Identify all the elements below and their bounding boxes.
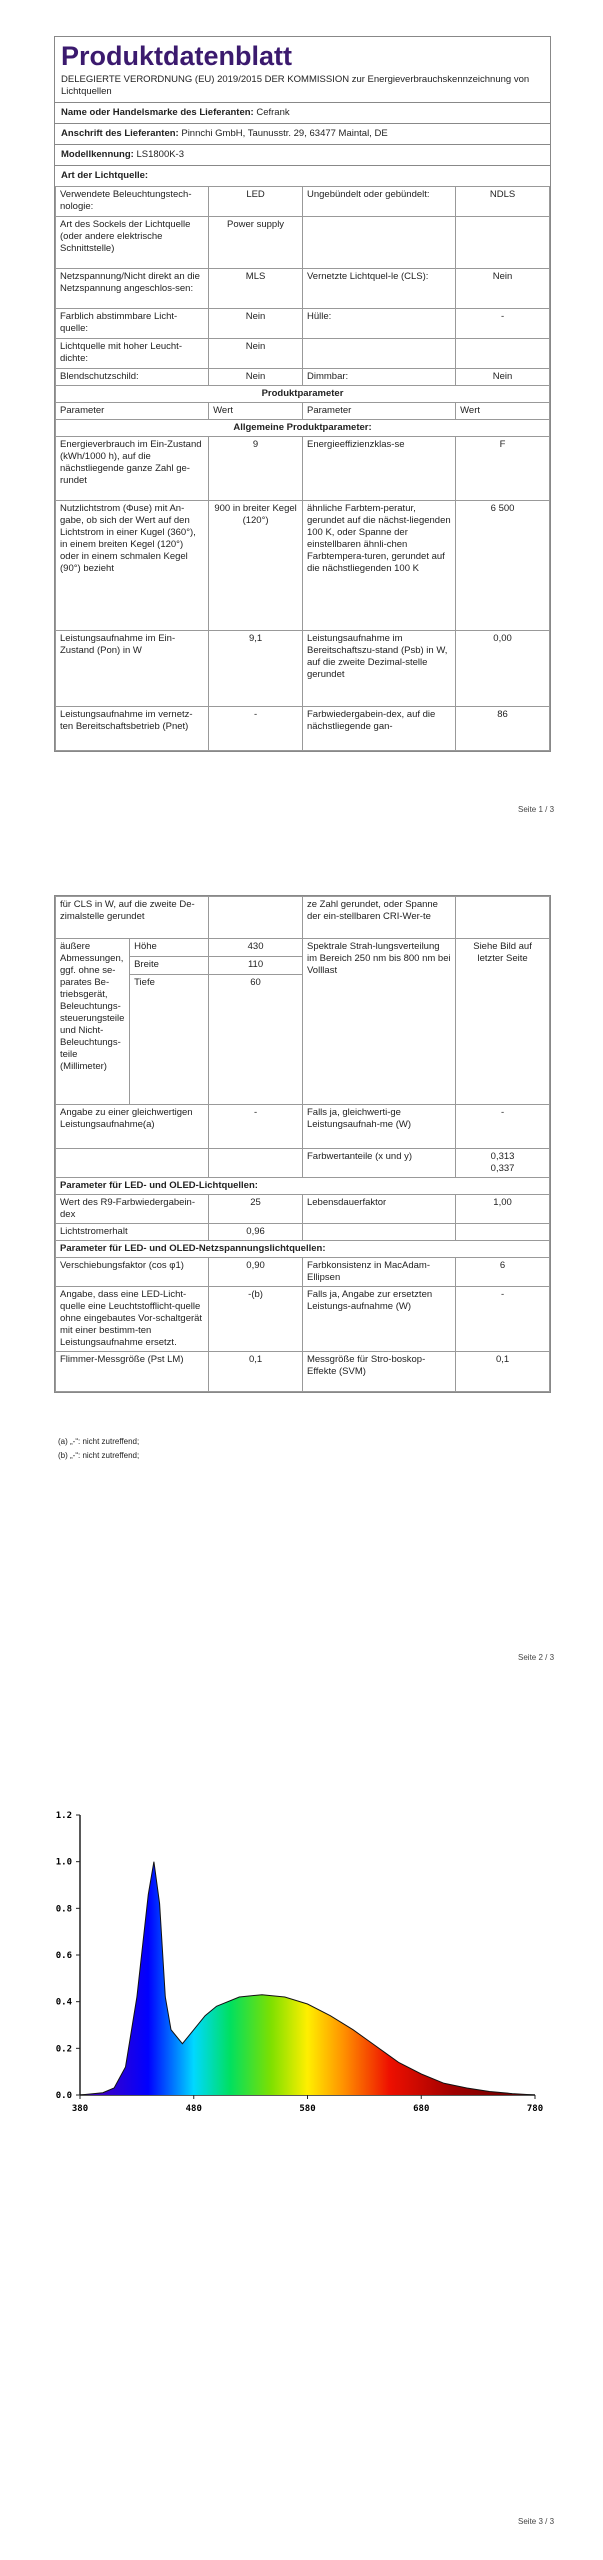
table-row	[56, 309, 550, 339]
cell: Nein	[209, 369, 303, 386]
cell	[456, 217, 550, 269]
table-row	[56, 217, 550, 269]
lighttype-row	[55, 165, 550, 186]
cell: 60	[209, 975, 303, 1105]
cell: Messgröße für Stro-boskop-Effekte (SVM)	[302, 1352, 455, 1392]
cell: Nein	[456, 369, 550, 386]
address-row	[55, 123, 550, 144]
model-label: Modellkennung:	[61, 149, 134, 160]
table-row	[56, 339, 550, 369]
cell: 0,313 0,337	[456, 1149, 550, 1178]
spectrum-svg	[0, 1795, 603, 2155]
cell: Angabe zu einer gleichwertigen Leistungsaufnahme(a)	[56, 1105, 209, 1149]
cell: Art des Sockels der Lichtquelle (oder andere elektrische Schnittstelle)	[56, 217, 209, 269]
table-row	[56, 1352, 550, 1392]
cell: 9	[209, 437, 303, 501]
cell: Nein	[209, 339, 303, 369]
cell: 1,00	[456, 1195, 550, 1224]
cell: 6	[456, 1258, 550, 1287]
table-row	[56, 1258, 550, 1287]
x-tick-label: 380	[71, 2104, 89, 2114]
cell: Vernetzte Lichtquel-le (CLS):	[302, 269, 455, 309]
cell: 9,1	[209, 631, 303, 707]
dimensions-label: äußere Abmessungen, ggf. ohne se-parates Be-triebsgerät, Beleuchtungs-steuerungsteile und Nicht-Beleuchtungs-teile (Millimeter)	[56, 939, 130, 1105]
x-tick-label: 780	[526, 2104, 544, 2114]
cell: 6 500	[456, 501, 550, 631]
cell: -	[456, 1287, 550, 1352]
cell: Falls ja, gleichwerti-ge Leistungsaufnah-me (W)	[302, 1105, 455, 1149]
cell	[56, 1149, 209, 1178]
column-header: Parameter	[302, 403, 455, 420]
supplier-label: Name oder Handelsmarke des Lieferanten:	[61, 107, 254, 118]
page-number: Seite 2 / 3	[518, 1653, 555, 1662]
cell: 0,1	[209, 1352, 303, 1392]
cell: Lichtstromerhalt	[56, 1224, 209, 1241]
cell: 0,96	[209, 1224, 303, 1241]
spectrum-value: Siehe Bild auf letzter Seite	[456, 939, 550, 1105]
table-row	[56, 1105, 550, 1149]
cell: Leistungsaufnahme im vernetz-ten Bereitschaftsbetrieb (Pnet)	[56, 707, 209, 751]
cell: Verschiebungsfaktor (cos φ1)	[56, 1258, 209, 1287]
params-table-continued	[55, 896, 550, 1392]
cell: NDLS	[456, 187, 550, 217]
cell	[302, 339, 455, 369]
table-row	[56, 1195, 550, 1224]
table-header-row	[56, 403, 550, 420]
address-value: Pinnchi GmbH, Taunusstr. 29, 63477 Maintal, DE	[181, 128, 388, 139]
x-tick-label: 480	[185, 2104, 202, 2114]
cell: Tiefe	[130, 975, 209, 1105]
cell: Ungebündelt oder gebündelt:	[302, 187, 455, 217]
table-row	[56, 1224, 550, 1241]
cell: Angabe, dass eine LED-Licht-quelle eine Leuchtstofflicht-quelle ohne eingebautes Vor-schaltgerät mit einer bestimm-ten Leistungsaufnahme ersetzt.	[56, 1287, 209, 1352]
spectrum-label: Spektrale Strah-lungsverteilung im Bereich 250 nm bis 800 nm bei Volllast	[302, 939, 455, 1105]
cell	[302, 217, 455, 269]
cell: Nein	[456, 269, 550, 309]
cell: 0,90	[209, 1258, 303, 1287]
cell: 900 in breiter Kegel (120°)	[209, 501, 303, 631]
cell: -	[209, 1105, 303, 1149]
table-row	[56, 437, 550, 501]
cell: Farbwiedergabein-dex, auf die nächstliegende gan-	[302, 707, 455, 751]
supplier-value: Cefrank	[256, 107, 290, 118]
cell: 25	[209, 1195, 303, 1224]
footnote-b: (b) „-“: nicht zutreffend;	[58, 1451, 140, 1460]
cell: -(b)	[209, 1287, 303, 1352]
cell	[456, 339, 550, 369]
cell: ähnliche Farbtem-peratur, gerundet auf die nächst-liegenden 100 K, oder Spanne der einstellbaren ähnli-chen Farbtempera-turen, gerundet auf die nächstliegenden 100 K	[302, 501, 455, 631]
cell: Nutzlichtstrom (Φuse) mit An-gabe, ob sich der Wert auf den Lichtstrom in einer Kugel (360°), in einem breiten Kegel (120°) oder in einem schmalen Kegel (90°) bezieht	[56, 501, 209, 631]
address-label: Anschrift des Lieferanten:	[61, 128, 179, 139]
y-tick-label: 0.8	[55, 1904, 72, 1915]
cell: 0,1	[456, 1352, 550, 1392]
table-row	[56, 386, 550, 403]
datasheet-frame-2	[54, 895, 551, 1393]
model-value: LS1800K-3	[136, 149, 185, 160]
cell: 110	[209, 957, 303, 975]
cell: Farbkonsistenz in MacAdam-Ellipsen	[302, 1258, 455, 1287]
cell: Energieeffizienzklas-se	[302, 437, 455, 501]
table-row	[56, 187, 550, 217]
cell: Farbwertanteile (x und y)	[302, 1149, 455, 1178]
section-heading: Parameter für LED- und OLED-Netzspannungslichtquellen:	[56, 1241, 550, 1258]
cell: Breite	[130, 957, 209, 975]
cell: Höhe	[130, 939, 209, 957]
cell: -	[456, 309, 550, 339]
table-row	[56, 939, 550, 957]
datasheet-frame-1	[54, 36, 551, 752]
cell: Lebensdauerfaktor	[302, 1195, 455, 1224]
table-row	[56, 369, 550, 386]
model-row	[55, 144, 550, 165]
table-row	[56, 707, 550, 751]
y-tick-label: 0.2	[55, 2044, 72, 2055]
page-number: Seite 1 / 3	[518, 805, 555, 814]
y-tick-label: 1.0	[55, 1857, 72, 1868]
x-tick-label: 680	[413, 2104, 430, 2114]
cell: -	[456, 1105, 550, 1149]
cell: 430	[209, 939, 303, 957]
y-tick-label: 0.6	[55, 1951, 72, 1961]
cell: Nein	[209, 309, 303, 339]
cell: für CLS in W, auf die zweite De-zimalstelle gerundet	[56, 897, 209, 939]
cell: -	[209, 707, 303, 751]
cell	[302, 1224, 455, 1241]
table-row	[56, 269, 550, 309]
table-row	[56, 420, 550, 437]
cell: Leistungsaufnahme im Ein-Zustand (Pon) in W	[56, 631, 209, 707]
y-tick-label: 0.0	[55, 2091, 72, 2101]
y-tick-label: 0.4	[55, 1997, 72, 2008]
lighttype-label: Art der Lichtquelle:	[61, 170, 149, 181]
cell: Falls ja, Angabe zur ersetzten Leistungs-aufnahme (W)	[302, 1287, 455, 1352]
supplier-row	[55, 102, 550, 123]
x-tick-label: 580	[299, 2104, 316, 2114]
cell: Blendschutzschild:	[56, 369, 209, 386]
lighttype-table	[55, 186, 550, 751]
column-header: Parameter	[56, 403, 209, 420]
page-1	[0, 0, 603, 820]
cell: Netzspannung/Nicht direkt an die Netzspannung angeschlos-sen:	[56, 269, 209, 309]
section-heading: Produktparameter	[56, 386, 550, 403]
cell: F	[456, 437, 550, 501]
cell: Hülle:	[302, 309, 455, 339]
cell: 0,00	[456, 631, 550, 707]
table-row	[56, 1178, 550, 1195]
page-2	[0, 895, 603, 1695]
spectrum-chart	[0, 1795, 603, 2526]
cell: 86	[456, 707, 550, 751]
section-heading: Allgemeine Produktparameter:	[56, 420, 550, 437]
table-row	[56, 1287, 550, 1352]
page-number: Seite 3 / 3	[518, 2517, 555, 2526]
cell: Power supply	[209, 217, 303, 269]
table-row	[56, 501, 550, 631]
cell: Verwendete Beleuchtungstech-nologie:	[56, 187, 209, 217]
table-row	[56, 1149, 550, 1178]
cell: MLS	[209, 269, 303, 309]
column-header: Wert	[209, 403, 303, 420]
cell: Dimmbar:	[302, 369, 455, 386]
cell	[209, 897, 303, 939]
page-title: Produktdatenblatt	[61, 41, 293, 71]
cell: Leistungsaufnahme im Bereitschaftszu-stand (Psb) in W, auf die zweite Dezimal-stelle gerundet	[302, 631, 455, 707]
footnotes	[58, 1435, 139, 1463]
regulation-subtitle: DELEGIERTE VERORDNUNG (EU) 2019/2015 DER KOMMISSION zur Energieverbrauchskennzeichnung von Lichtquellen	[61, 74, 530, 97]
y-tick-label: 1.2	[55, 1811, 72, 1821]
table-row	[56, 1241, 550, 1258]
footnote-a: (a) „-“: nicht zutreffend;	[58, 1437, 140, 1446]
column-header: Wert	[456, 403, 550, 420]
cell	[456, 897, 550, 939]
cell	[456, 1224, 550, 1241]
cell: LED	[209, 187, 303, 217]
cell: ze Zahl gerundet, oder Spanne der ein-stellbaren CRI-Wer-te	[302, 897, 455, 939]
cell	[209, 1149, 303, 1178]
table-row	[56, 631, 550, 707]
cell: Wert des R9-Farbwiedergabein-dex	[56, 1195, 209, 1224]
table-row	[56, 897, 550, 939]
cell: Energieverbrauch im Ein-Zustand (kWh/1000 h), auf die nächstliegende ganze Zahl ge-rundet	[56, 437, 209, 501]
cell: Farblich abstimmbare Licht-quelle:	[56, 309, 209, 339]
cell: Flimmer-Messgröße (Pst LM)	[56, 1352, 209, 1392]
cell: Lichtquelle mit hoher Leucht-dichte:	[56, 339, 209, 369]
section-heading: Parameter für LED- und OLED-Lichtquellen:	[56, 1178, 550, 1195]
